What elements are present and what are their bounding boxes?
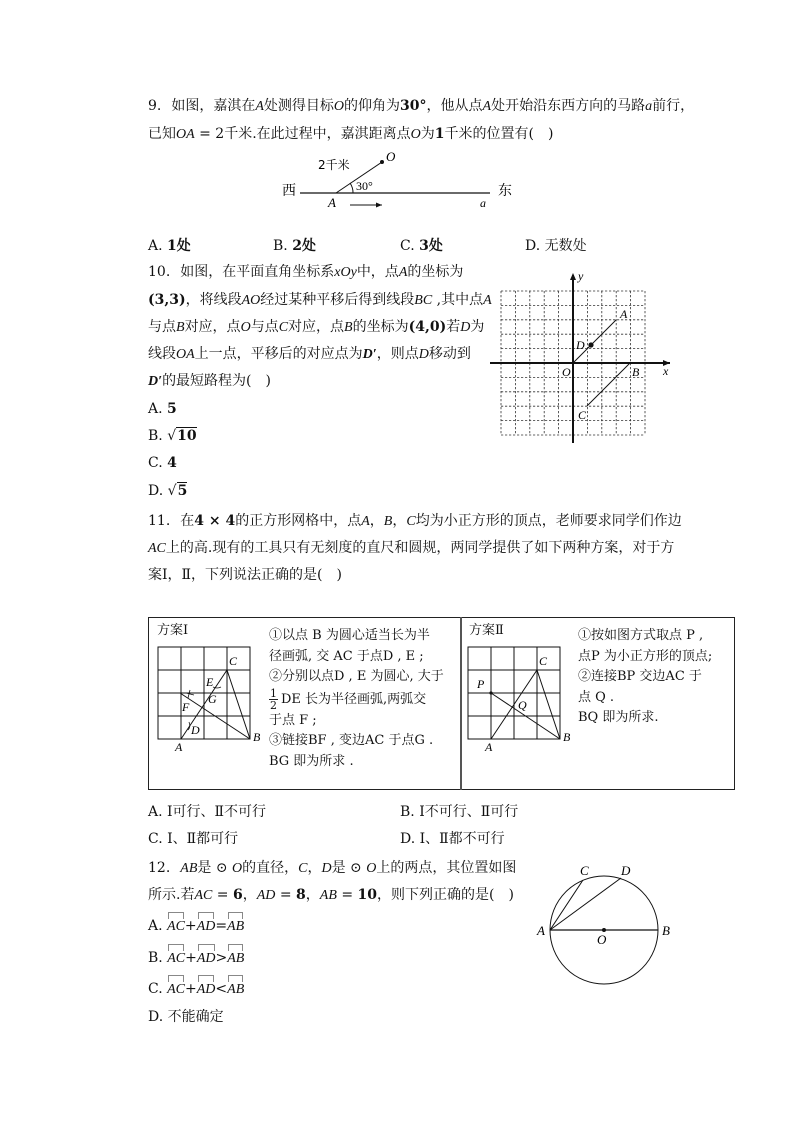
label-d: D [576, 338, 585, 352]
svg-text:E: E [206, 675, 214, 689]
svg-text:F: F [182, 700, 190, 714]
q10-stem-line1: 10. 如图，在平面直角坐标系xOy中，点A的坐标为 [148, 264, 464, 280]
q11-stem-line3: 案Ⅰ，Ⅱ，下列说法正确的是( ) [148, 567, 342, 583]
q11-stem-line1: 11. 在4 × 4的正方形网格中，点A，B，C均为小正方形的顶点，老师要求同学们作边 [148, 513, 682, 529]
svg-text:G: G [208, 692, 217, 706]
point-o-label: O [386, 149, 396, 164]
q12-option-d[interactable]: D. 不能确定 [148, 1009, 224, 1025]
q10-coordinate-figure [490, 265, 680, 450]
q11-option-b[interactable]: B. Ⅰ不可行、Ⅱ可行 [400, 804, 519, 820]
arrow-head-icon [376, 203, 382, 208]
q11-option-a[interactable]: A. Ⅰ可行、Ⅱ不可行 [148, 804, 267, 820]
question-number: 11. [148, 513, 171, 529]
svg-text:B: B [253, 730, 261, 744]
q10-stem-line5: D′的最短路程为( ) [148, 373, 271, 389]
q12-option-a[interactable]: A. AC+AD=AB [148, 914, 244, 937]
point-o-dot [380, 160, 384, 164]
svg-text:x: x [663, 364, 669, 378]
arc-cross-mark [186, 690, 194, 698]
label-b: B [632, 365, 640, 379]
chord-ad [550, 878, 621, 930]
q12-circle-figure [525, 855, 685, 1020]
point-p-dot [489, 691, 492, 694]
plan2-grid-figure [465, 645, 580, 755]
west-label: 西 [282, 183, 296, 199]
label-a: A [620, 307, 628, 321]
svg-text:O: O [597, 932, 607, 947]
q12-stem-line2: 所示.若AC = 6，AD = 8，AB = 10，则下列正确的是( ) [148, 887, 514, 903]
arc-ad: AD [197, 946, 216, 969]
q9-option-a[interactable]: A. 1处 [148, 238, 191, 254]
east-label: 东 [498, 183, 512, 199]
sqrt-icon: √10 [167, 428, 197, 444]
q9-stem-line2: 已知OA = 2千米.在此过程中，嘉淇距离点O为1千米的位置有( ) [148, 126, 554, 142]
question-number: 9. [148, 98, 162, 114]
plan1-grid-figure [155, 645, 270, 755]
plan2-title: 方案Ⅱ [469, 623, 504, 638]
q10-option-a[interactable]: A. 5 [148, 401, 177, 417]
segment-cb [227, 670, 250, 739]
plan1-steps: ①以点 B 为圆心适当长为半 径画弧, 交 AC 于点D , E ; ②分别以点D , E 为圆心, 大于 $\frac{1}{2}$ DE 长为半径画弧,两弧交 于点 F ; ③链接BF , 变边AC 于点G . BG 即为所求 . [269, 628, 444, 769]
q10-stem-line2: (3,3)，将线段AO经过某种平移后得到线段BC ,其中点A [148, 292, 492, 308]
svg-text:C: C [229, 654, 238, 668]
svg-text:B: B [563, 730, 571, 744]
chord-ac [550, 880, 583, 930]
q10-option-b[interactable]: B. √10 [148, 428, 197, 444]
q10-stem-line3: 与点B对应，点O与点C对应，点B的坐标为(4,0)若D为 [148, 319, 485, 335]
q9-option-b[interactable]: B. 2处 [273, 238, 316, 254]
point-a-label: A [328, 195, 336, 210]
q9-stem-line1: 9. 如图，嘉淇在A处测得目标O的仰角为30°，他从点A处开始沿东西方向的马路a前行， [148, 98, 695, 114]
svg-text:Q: Q [518, 698, 527, 712]
svg-text:C: C [539, 654, 548, 668]
plans-divider [460, 617, 462, 790]
q11-stem-line2: AC上的高.现有的工具只有无刻度的直尺和圆规，两同学提供了如下两种方案，对于方 [148, 540, 675, 556]
arc-ac: AC [167, 914, 185, 937]
svg-text:A: A [537, 923, 545, 938]
segment-bc [587, 363, 630, 406]
q12-option-b[interactable]: B. AC+AD>AB [148, 946, 244, 969]
q9-option-d[interactable]: D. 无数处 [525, 238, 587, 254]
angle-label: 30° [356, 179, 373, 193]
plan1-title: 方案Ⅰ [157, 623, 189, 638]
arc-ac: AC [167, 977, 185, 1000]
svg-text:A: A [485, 740, 493, 754]
arc-ad: AD [197, 914, 216, 937]
q11-option-d[interactable]: D. Ⅰ、Ⅱ都不可行 [400, 831, 505, 847]
svg-text:C: C [580, 863, 589, 878]
fraction-half: $\frac{1}{2}$ [270, 686, 277, 712]
question-number: 10. [148, 264, 171, 280]
q9-figure [270, 145, 520, 215]
svg-text:P: P [477, 677, 485, 691]
sqrt-icon: √5 [167, 483, 188, 499]
plan2-steps: ①按如图方式取点 P , 点P 为小正方形的顶点; ②连接BP 交边AC 于 点 Q . BQ 即为所求. [578, 628, 713, 725]
arc-ad: AD [197, 977, 216, 1000]
arc-ac: AC [167, 946, 185, 969]
svg-text:B: B [662, 923, 670, 938]
road-label: a [480, 196, 486, 210]
q10-option-d[interactable]: D. √5 [148, 483, 188, 499]
arc-ab: AB [227, 914, 244, 937]
distance-label: 2千米 [318, 158, 350, 172]
q10-option-c[interactable]: C. 4 [148, 455, 177, 471]
svg-text:D: D [621, 863, 631, 878]
question-number: 12. [148, 860, 171, 876]
svg-text:y: y [578, 269, 584, 283]
q10-stem-line4: 线段OA上一点，平移后的对应点为D′，则点D移动到 [148, 346, 471, 362]
y-axis-arrow-icon [570, 273, 576, 280]
point-d-dot [588, 342, 593, 347]
q12-stem-line1: 12. AB是 ⊙ O的直径，C，D是 ⊙ O上的两点，其位置如图 [148, 860, 517, 876]
arc-ab: AB [227, 977, 244, 1000]
label-c: C [578, 408, 587, 422]
svg-text:O: O [562, 365, 571, 379]
q11-option-c[interactable]: C. Ⅰ、Ⅱ都可行 [148, 831, 239, 847]
svg-text:D: D [191, 723, 200, 737]
q12-option-c[interactable]: C. AC+AD<AB [148, 977, 244, 1000]
arc-ab: AB [227, 946, 244, 969]
angle-arc [350, 183, 353, 193]
svg-text:A: A [175, 740, 183, 754]
q9-option-c[interactable]: C. 3处 [400, 238, 443, 254]
